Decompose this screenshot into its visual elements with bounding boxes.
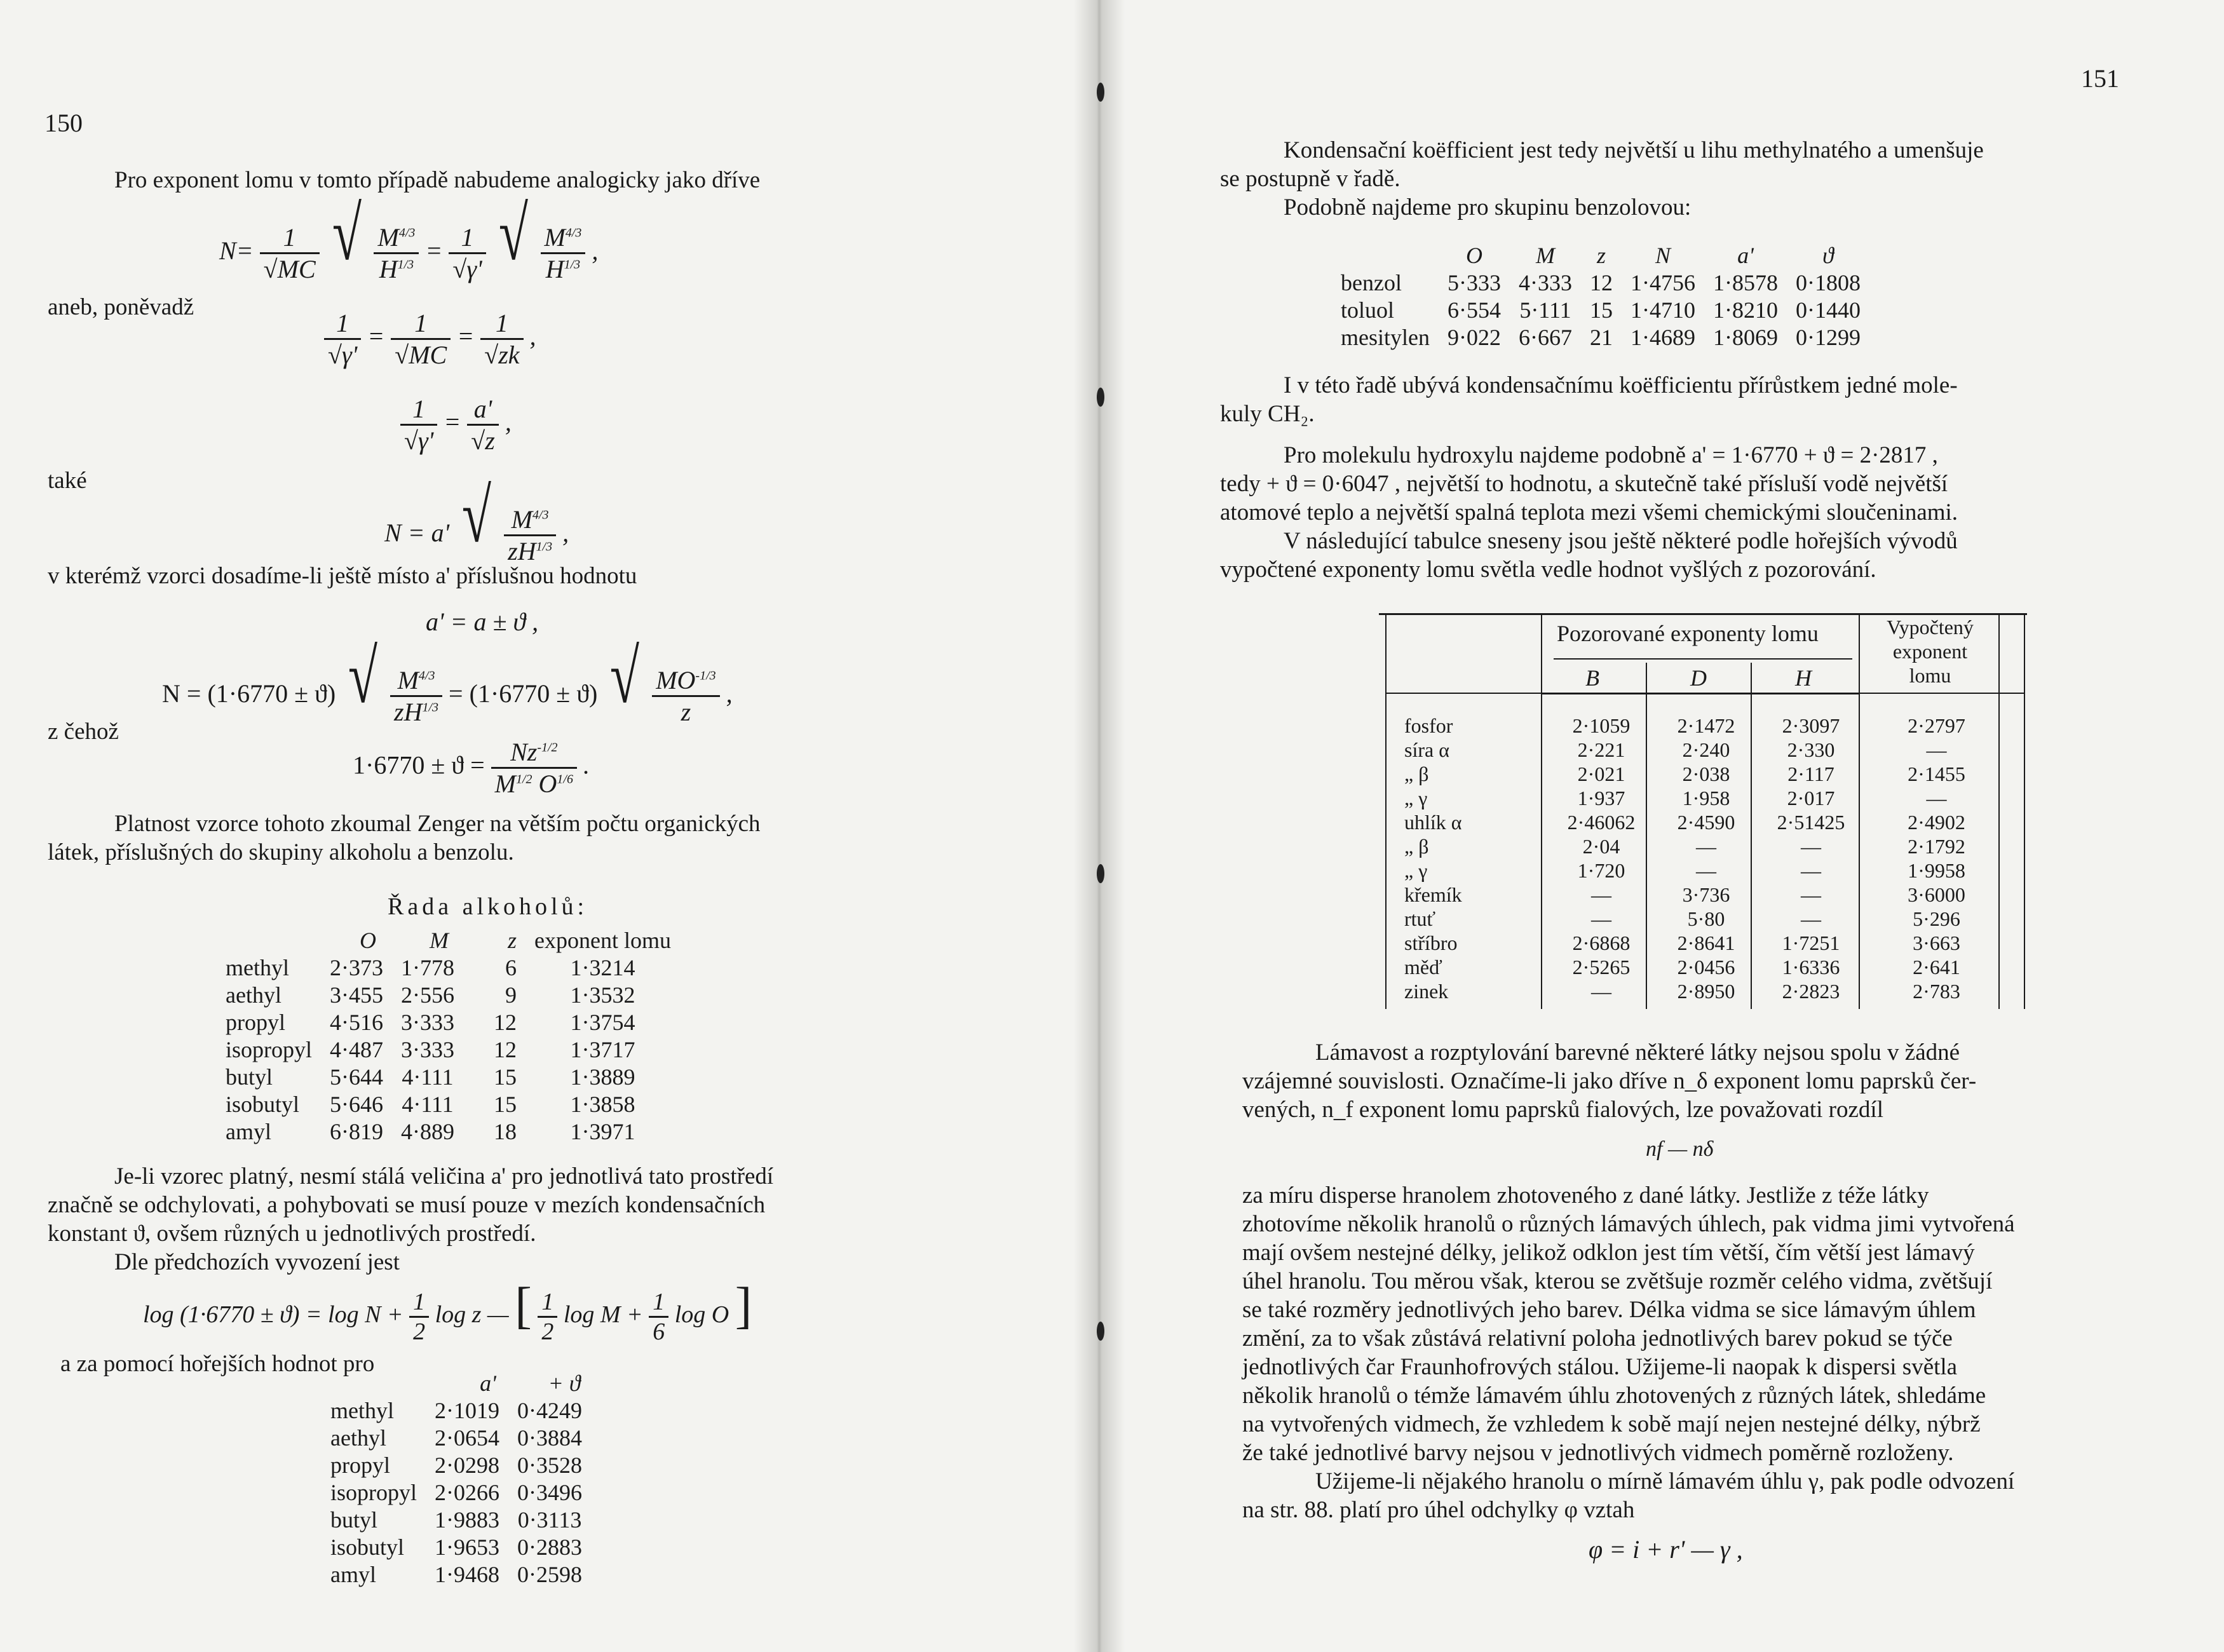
table-row [226, 1118, 680, 1146]
table-cell: 0·3113 [517, 1507, 582, 1533]
table-cell: 3·663 [1913, 931, 1960, 954]
rada-title: Řada alkoholů: [388, 893, 588, 920]
binding-hole [1097, 864, 1104, 883]
radical-sign: √ [348, 634, 378, 719]
row-label: butyl [226, 1064, 273, 1090]
col-header: + ϑ [548, 1371, 581, 1396]
table-cell: 5·333 [1447, 270, 1501, 295]
table-cell: 2·017 [1787, 787, 1835, 809]
para2-line1: I v této řadě ubývá kondensačnímu koëfficientu přírůstkem jedné mole- [1284, 372, 1958, 398]
table-cell: 1·3889 [570, 1064, 635, 1090]
table-cell: 2·4590 [1677, 811, 1735, 834]
para3-line2: vzájemné souvislosti. Označíme-li jako dříve n_δ exponent lomu paprsků čer- [1242, 1068, 1977, 1094]
para-platnost-1: Platnost vzorce tohoto zkoumal Zenger na větším počtu organických [114, 811, 761, 837]
table-cell: 15 [494, 1064, 517, 1090]
binding-hole [1097, 1322, 1104, 1341]
table-row [1341, 297, 1869, 324]
table-cell: 4·516 [330, 1010, 384, 1035]
para4-line: úhel hranolu. Tou měrou však, kterou se zvětšuje rozměr celého vidma, zvětšují [1242, 1268, 1993, 1294]
table-row [1379, 883, 2027, 907]
table-cell: 4·111 [402, 1092, 454, 1117]
table-cell: 2·8641 [1677, 931, 1735, 954]
table-cell: 1·8069 [1712, 325, 1778, 350]
table-cell: 1·3214 [570, 955, 635, 980]
box-group-header: Pozorované exponenty lomu [1557, 621, 1819, 646]
box-table-frame [1379, 613, 2027, 1012]
table-cell: 1·9468 [435, 1562, 500, 1587]
para5-line1: Užijeme-li nějakého hranolu o mírně lámavém úhlu γ, pak podle odvození [1315, 1468, 2015, 1494]
table-cell: 2·5265 [1572, 956, 1631, 978]
table-cell: 9 [505, 982, 517, 1008]
table-cell: 2·556 [401, 982, 455, 1008]
label-z-cehoz: z čehož [48, 719, 119, 745]
table-row [226, 954, 680, 982]
table-cell: 3·455 [330, 982, 384, 1008]
table-cell: 3·736 [1682, 883, 1730, 906]
table-cell: 4·111 [402, 1064, 454, 1090]
para4-line: zhotovíme několik hranolů o různých lámavých úhlech, pak vidma jimi vytvořená [1242, 1211, 2015, 1237]
table-cell: 2·330 [1787, 738, 1835, 761]
para4-line: změní, za to však zůstává relativní poloha jednotlivých barev pokud se týče [1242, 1325, 1953, 1351]
table-cell: 21 [1589, 325, 1613, 350]
para2-line5: atomové teplo a největší spalná teplota mezi všemi chemickými sloučeninami. [1220, 499, 1958, 525]
table-cell: 2·021 [1577, 762, 1625, 785]
table-cell: 12 [494, 1037, 517, 1062]
table-cell: 1·937 [1577, 787, 1625, 809]
table-row [330, 1506, 591, 1534]
table-cell: 2·51425 [1777, 811, 1845, 834]
table-row [1379, 931, 2027, 955]
equation-4: N = a' √ $\frac{M^{4/3}}{zH^{1/3}}$ , [384, 473, 569, 566]
row-label: „ β [1404, 762, 1429, 785]
table-cell: 4·333 [1518, 270, 1572, 295]
table-cell: 3·333 [401, 1037, 455, 1062]
table-cell: 15 [494, 1092, 517, 1117]
table-row [226, 1036, 680, 1064]
table-cell: 12 [1589, 270, 1613, 295]
para-platnost-2: látek, příslušných do skupiny alkoholu a benzolu. [48, 839, 514, 865]
label-take: také [48, 468, 87, 494]
row-label: amyl [226, 1119, 271, 1144]
para2-line7: vypočtené exponenty lomu světla vedle hodnot vyšlých z pozorování. [1220, 557, 1876, 583]
table-cell: 0·4249 [517, 1398, 583, 1423]
table-cell: 12 [494, 1010, 517, 1035]
para4-line: mají ovšem nestejné délky, jelikož odklon jest tím větší, čím větší jest lámavý [1242, 1240, 1975, 1266]
table-cell: 1·3971 [570, 1119, 635, 1144]
equation-log: log (1·6770 ± ϑ) = log N + $\frac{1}{2}$ log z — [ $\frac{1}{2}$ log M + $\frac{1}{6}$ log O ] [143, 1278, 752, 1345]
table-row [226, 1091, 680, 1118]
table-cell: 5·296 [1913, 907, 1960, 930]
para-jeli-1: Je-li vzorec platný, nesmí stálá veličina a' pro jednotlivá tato prostředí [114, 1163, 774, 1189]
col-header: M [1535, 243, 1555, 268]
table-cell: 2·1455 [1908, 762, 1965, 785]
table-cell: 5·646 [330, 1092, 384, 1117]
table-row [1379, 834, 2027, 858]
row-label: toluol [1341, 297, 1395, 323]
col-header: z [1596, 243, 1606, 268]
table-row [1379, 786, 2027, 810]
table-cell: 0·1808 [1795, 270, 1861, 295]
page-number-left: 150 [44, 109, 83, 137]
table-cell: 2·038 [1682, 762, 1730, 785]
table-row [330, 1479, 591, 1506]
row-label: benzol [1341, 270, 1402, 295]
col-header: exponent lomu [534, 928, 671, 953]
para4-line: na vytvořených vidmech, že vzhledem k sobě mají nejen nestejné délky, nýbrž [1242, 1411, 1981, 1437]
para1-line2: se postupně v řadě. [1220, 166, 1400, 192]
table-cell: 1·778 [401, 955, 455, 980]
row-label: rtuť [1404, 907, 1436, 930]
equation-3: $\frac{1}{√\gamma'}$ = $\frac{a'}{√z}$ , [400, 394, 512, 456]
equation-2: $\frac{1}{√\gamma'}$ = $\frac{1}{√MC}$ = $\frac{1}{√zk}$ , [324, 308, 536, 370]
text-v-kteremz: v kterémž vzorci dosadíme-li ještě místo a' příslušnou hodnotu [48, 563, 637, 589]
row-label: methyl [330, 1398, 394, 1423]
table-cell: 2·3097 [1782, 714, 1840, 737]
para2-line4: tedy + ϑ = 0·6047 , největší to hodnotu, a skutečně také přísluší vodě největší [1220, 471, 1948, 497]
equation-6: N = (1·6770 ± ϑ) √ $\frac{M^{4/3}}{zH^{1/3}}$ = (1·6770 ± ϑ) √ $\frac{MO^{-1/3}}{z}$ , [162, 634, 733, 727]
para-jeli-4: Dle předchozích vyvození jest [114, 1249, 400, 1275]
para3-line3: vených, n_f exponent lomu paprsků fialových, lze považovati rozdíl [1242, 1097, 1883, 1123]
row-label: isopropyl [330, 1480, 417, 1505]
para4-line: jednotlivých čar Fraunhofrových stálou. Užijeme-li naopak k dispersi světla [1242, 1354, 1958, 1380]
table-cell: 2·783 [1913, 980, 1960, 1003]
table-cell: 1·958 [1682, 787, 1730, 809]
table-cell: 0·3528 [517, 1452, 583, 1478]
table-cell: 1·3717 [570, 1037, 635, 1062]
equation-diff: nf — nδ [1646, 1137, 1714, 1161]
table-cell: — [1591, 883, 1611, 906]
table-row [226, 1064, 680, 1091]
table-cell: 3·333 [401, 1010, 455, 1035]
radical-sign: √ [462, 473, 492, 558]
para2-line2: kuly CH₂. [1220, 401, 1315, 427]
table-cell: 2·46062 [1567, 811, 1636, 834]
table-cell: 2·2823 [1782, 980, 1840, 1003]
col-header: O [1465, 243, 1482, 268]
table-cell: 1·720 [1577, 859, 1625, 882]
table-cell: — [1801, 907, 1821, 930]
row-label: aethyl [330, 1425, 386, 1451]
right-page [1099, 0, 2224, 1652]
table-cell: 1·3532 [570, 982, 635, 1008]
label-aneb: aneb, poněvadž [48, 294, 194, 320]
table-row [1379, 858, 2027, 883]
row-label: „ β [1404, 835, 1429, 858]
table-cell: — [1801, 835, 1821, 858]
para4-line: se také rozměry jednotlivých jeho barev. Délka vidma se sice lámavým úhlem [1242, 1297, 1976, 1323]
table-cell: 2·0298 [435, 1452, 500, 1478]
table-row [1379, 907, 2027, 931]
table-cell: 6 [505, 955, 517, 980]
box-sub-header-d: D [1690, 665, 1707, 691]
alcohol-table [226, 926, 680, 1146]
table-row [1379, 979, 2027, 1003]
equation-5: a' = a ± ϑ , [426, 607, 539, 636]
col-header: N [1655, 243, 1671, 268]
table-cell: 18 [494, 1119, 517, 1144]
para2-line6: V následující tabulce sneseny jsou ještě některé podle hořejších vývodů [1284, 528, 1958, 554]
para2-line3: Pro molekulu hydroxylu najdeme podobně a' = 1·6770 + ϑ = 2·2817 , [1284, 442, 1938, 468]
table-cell: 2·1019 [435, 1398, 500, 1423]
table-cell: 2·0266 [435, 1480, 500, 1505]
table-cell: 2·04 [1582, 835, 1620, 858]
text-za-pomoci: a za pomocí hořejších hodnot pro [60, 1351, 375, 1377]
table-cell: 0·1299 [1795, 325, 1861, 350]
table-cell: 2·117 [1787, 762, 1834, 785]
para5-line2: na str. 88. platí pro úhel odchylky φ vztah [1242, 1497, 1635, 1523]
table-cell: 2·373 [330, 955, 384, 980]
intro-text: Pro exponent lomu v tomto případě nabudeme analogicky jako dříve [114, 167, 761, 193]
row-label: měď [1404, 956, 1442, 978]
table-cell: — [1801, 883, 1821, 906]
table-cell: 2·221 [1577, 738, 1625, 761]
table-cell: 1·8578 [1712, 270, 1778, 295]
radical-sign: √ [332, 191, 362, 276]
table-row [226, 982, 680, 1009]
col-header: M [430, 928, 449, 953]
table-cell: 1·4710 [1630, 297, 1695, 323]
table-cell: 0·2883 [517, 1534, 583, 1560]
row-label: propyl [226, 1010, 285, 1035]
row-label: fosfor [1404, 714, 1453, 737]
table-cell: 2·4902 [1908, 811, 1965, 834]
equation-7: 1·6770 ± ϑ = $\frac{Nz^{-1/2}}{M^{1/2} O^{1/6}}$ . [353, 738, 590, 798]
table-cell: 0·2598 [517, 1562, 583, 1587]
table-cell: 2·0456 [1677, 956, 1735, 978]
table-cell: 0·3496 [517, 1480, 583, 1505]
table-cell: 2·240 [1682, 738, 1730, 761]
col-header: ϑ [1822, 243, 1834, 268]
equation-1: N= $\frac{1}{√MC}$ √ $\frac{M^{4/3}}{H^{1/3}}$ = $\frac{1}{√\gamma'}$ √ $\frac{M^{4/3}}{H^{1/3}}$ , [219, 191, 599, 284]
table-cell: — [1696, 859, 1716, 882]
table-cell: 15 [1589, 297, 1613, 323]
table-row [1341, 324, 1869, 351]
row-label: mesitylen [1341, 325, 1430, 350]
para4-line: několik hranolů o témže lámavém úhlu zhotovených z různých látek, shledáme [1242, 1383, 1986, 1409]
table-row [330, 1561, 591, 1588]
para1-line1: Kondensační koëfficient jest tedy největší u lihu methylnatého a umenšuje [1284, 137, 1984, 163]
table-cell: 4·889 [401, 1119, 455, 1144]
table-row [1341, 269, 1869, 297]
col-header: a' [1737, 243, 1754, 268]
table-row [226, 1009, 680, 1036]
book-gutter [1074, 0, 1125, 1652]
table-cell: 2·8950 [1677, 980, 1735, 1003]
table-row [1379, 955, 2027, 979]
table-cell: — [1926, 738, 1947, 761]
row-label: isopropyl [226, 1037, 313, 1062]
radical-sign: √ [498, 191, 528, 276]
table-cell: 2·1792 [1908, 835, 1965, 858]
table-cell: 2·6868 [1572, 931, 1631, 954]
table-row [1379, 762, 2027, 786]
para4-line: že také jednotlivé barvy nejsou v jednotlivých vidmech poměrně rozloženy. [1242, 1440, 1954, 1466]
box-calc-header: Vypočtený exponent lomu [1887, 616, 1974, 687]
page-number-right: 151 [2081, 64, 2119, 93]
row-label: amyl [330, 1562, 376, 1587]
table-cell: 0·3884 [517, 1425, 583, 1451]
table-row [1379, 738, 2027, 762]
row-label: isobutyl [330, 1534, 405, 1560]
table-header-row [226, 926, 680, 954]
row-label: síra α [1404, 738, 1449, 761]
table-cell: 5·111 [1519, 297, 1571, 323]
box-sub-header-b: B [1585, 665, 1599, 691]
table-cell: 1·3858 [570, 1092, 635, 1117]
row-label: butyl [330, 1507, 378, 1533]
row-label: isobutyl [226, 1092, 300, 1117]
table-cell: 1·9653 [435, 1534, 500, 1560]
table-row [330, 1397, 591, 1425]
table-cell: 4·487 [330, 1037, 384, 1062]
table-cell: — [1591, 980, 1611, 1003]
para1-line3: Podobně najdeme pro skupinu benzolovou: [1284, 194, 1692, 220]
table-cell: 1·9883 [435, 1507, 500, 1533]
col-header: a' [480, 1371, 496, 1396]
row-label: methyl [226, 955, 289, 980]
a-values-table [330, 1369, 591, 1588]
box-sub-header-h: H [1795, 665, 1812, 691]
table-row [330, 1452, 591, 1479]
left-page [0, 0, 1099, 1652]
row-label: křemík [1404, 883, 1462, 906]
para3-line1: Lámavost a rozptylování barevné některé látky nejsou spolu v žádné [1315, 1039, 1960, 1066]
benzol-table [1341, 241, 1869, 351]
table-cell: 1·4756 [1630, 270, 1695, 295]
table-cell: 3·6000 [1908, 883, 1965, 906]
table-row [330, 1425, 591, 1452]
row-label: stříbro [1404, 931, 1458, 954]
table-cell: 5·80 [1687, 907, 1725, 930]
table-cell: 5·644 [330, 1064, 384, 1090]
table-row [1379, 714, 2027, 738]
table-cell: 1·7251 [1782, 931, 1840, 954]
radical-sign: √ [610, 634, 640, 719]
table-cell: 6·819 [330, 1119, 384, 1144]
table-row [330, 1534, 591, 1561]
para-jeli-2: značně se odchylovati, a pohybovati se musí pouze v mezích kondensačních [48, 1192, 766, 1218]
row-label: propyl [330, 1452, 390, 1478]
binding-hole [1097, 388, 1104, 407]
col-header: z [508, 928, 517, 953]
table-cell: 1·3754 [570, 1010, 635, 1035]
table-cell: 6·554 [1447, 297, 1501, 323]
table-cell: 6·667 [1518, 325, 1572, 350]
equation-phi: φ = i + r' — γ , [1589, 1535, 1743, 1564]
table-header-row [330, 1369, 591, 1397]
row-label: „ γ [1404, 787, 1428, 809]
table-cell: — [1926, 787, 1947, 809]
table-cell: 0·1440 [1795, 297, 1861, 323]
table-cell: — [1696, 835, 1716, 858]
table-header-row [1341, 241, 1869, 269]
table-cell: 2·0654 [435, 1425, 500, 1451]
table-cell: 2·641 [1913, 956, 1960, 978]
table-cell: 1·9958 [1908, 859, 1965, 882]
para-jeli-3: konstant ϑ, ovšem různých u jednotlivých prostředí. [48, 1221, 536, 1247]
table-cell: 1·8210 [1712, 297, 1778, 323]
table-cell: 1·6336 [1782, 956, 1840, 978]
row-label: zinek [1404, 980, 1449, 1003]
table-row [1379, 810, 2027, 834]
row-label: aethyl [226, 982, 281, 1008]
table-cell: 9·022 [1447, 325, 1501, 350]
table-cell: 2·1472 [1677, 714, 1735, 737]
col-header: O [360, 928, 377, 953]
table-cell: — [1591, 907, 1611, 930]
table-cell: 2·1059 [1572, 714, 1631, 737]
binding-hole [1097, 83, 1104, 102]
para4-line: za míru disperse hranolem zhotoveného z dané látky. Jestliže z téže látky [1242, 1182, 1929, 1209]
table-cell: — [1801, 859, 1821, 882]
table-cell: 2·2797 [1908, 714, 1965, 737]
row-label: uhlík α [1404, 811, 1462, 834]
row-label: „ γ [1404, 859, 1428, 882]
table-cell: 1·4689 [1630, 325, 1695, 350]
